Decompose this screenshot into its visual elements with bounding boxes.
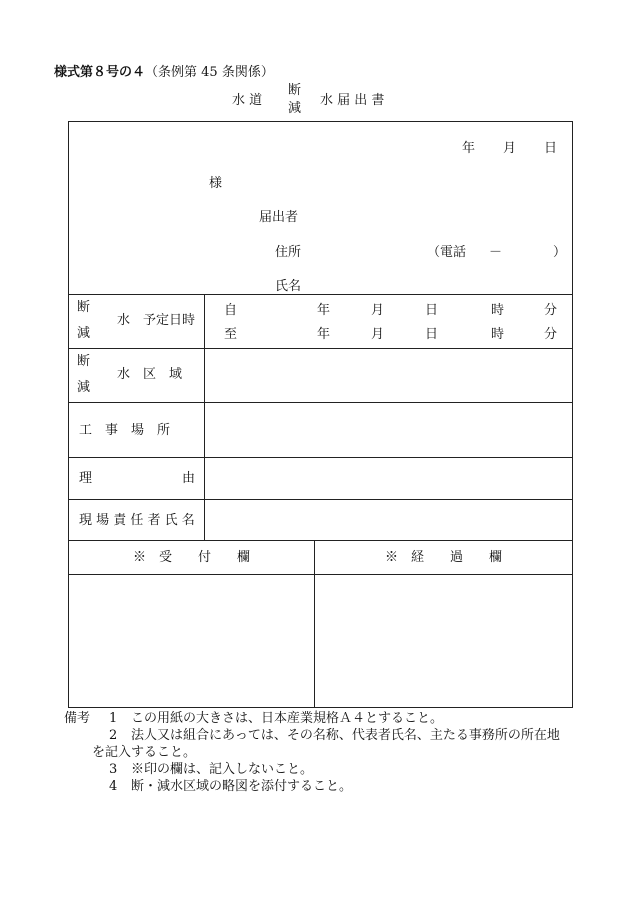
schedule-from-month: 月 [371,303,385,318]
divider-notification [69,294,572,295]
phone-dash: － [489,245,503,260]
area-label: 水 区 域 [117,367,183,382]
phone-close: ） [553,245,567,260]
date-day-label: 日 [544,141,558,156]
remark-number: 1 [109,711,118,726]
reason-label-right: 由 [182,471,196,486]
divider-site [69,457,572,458]
date-year-label: 年 [462,141,476,156]
title-left: 水 道 [232,93,263,108]
remarks [64,712,584,802]
schedule-from-label: 自 [224,303,238,318]
divider-schedule [69,348,572,349]
progress-column-header: ※ 経 過 欄 [385,550,503,565]
form-sheet [68,121,573,708]
receipt-column-header: ※ 受 付 欄 [133,550,251,565]
area-label-top: 断 [77,354,91,369]
office-column-divider [314,540,315,707]
address-label: 住所 [275,245,302,260]
divider-area [69,402,572,403]
schedule-to-day: 日 [425,327,439,342]
schedule-to-year: 年 [317,327,331,342]
remark-text: 断・減水区域の略図を添付すること。 [131,779,353,794]
remark-number: 2 [109,728,118,743]
schedule-label-bottom: 減 [77,326,91,341]
schedule-to-label: 至 [224,327,238,342]
divider-reason [69,499,572,500]
form-number [54,66,274,79]
schedule-to-hour: 時 [491,327,505,342]
schedule-from-minute: 分 [544,303,558,318]
schedule-to-month: 月 [371,327,385,342]
remarks-heading: 備考 [64,711,91,726]
notifier-label: 届出者 [259,210,299,225]
manager-label: 現 場 責 任 者 氏 名 [79,513,195,528]
title-right: 水 届 出 書 [320,93,385,108]
schedule-to-minute: 分 [544,327,558,342]
divider-office-header [69,574,572,575]
schedule-label-top: 断 [77,300,91,315]
divider-manager [69,540,572,541]
remark-text-continuation: を記入すること。 [92,745,197,760]
area-label-bottom: 減 [77,380,91,395]
title-stacked-top: 断 [288,83,302,98]
phone-label: （電話 [427,245,467,260]
article-reference: （条例第 45 条関係） [145,65,274,80]
remark-text: この用紙の大きさは、日本産業規格Ａ４とすること。 [131,711,444,726]
reason-label-left: 理 [79,471,93,486]
site-label: 工 事 場 所 [79,423,171,438]
schedule-label: 水 予定日時 [117,313,196,328]
schedule-from-day: 日 [425,303,439,318]
remark-text: 法人又は組合にあっては、その名称、代表者氏名、主たる事務所の所在地 [131,728,560,743]
remark-number: 3 [109,762,118,777]
date-month-label: 月 [503,141,517,156]
remark-text: ※印の欄は、記入しないこと。 [131,762,314,777]
form-number-label: 様式第８号の４ [54,65,146,80]
title-stacked-bottom: 減 [288,101,302,116]
label-column-divider [204,294,205,540]
schedule-from-year: 年 [317,303,331,318]
schedule-from-hour: 時 [491,303,505,318]
addressee-suffix: 様 [209,176,223,191]
remark-number: 4 [109,779,118,794]
form-title [232,84,432,120]
name-label: 氏名 [275,279,302,294]
